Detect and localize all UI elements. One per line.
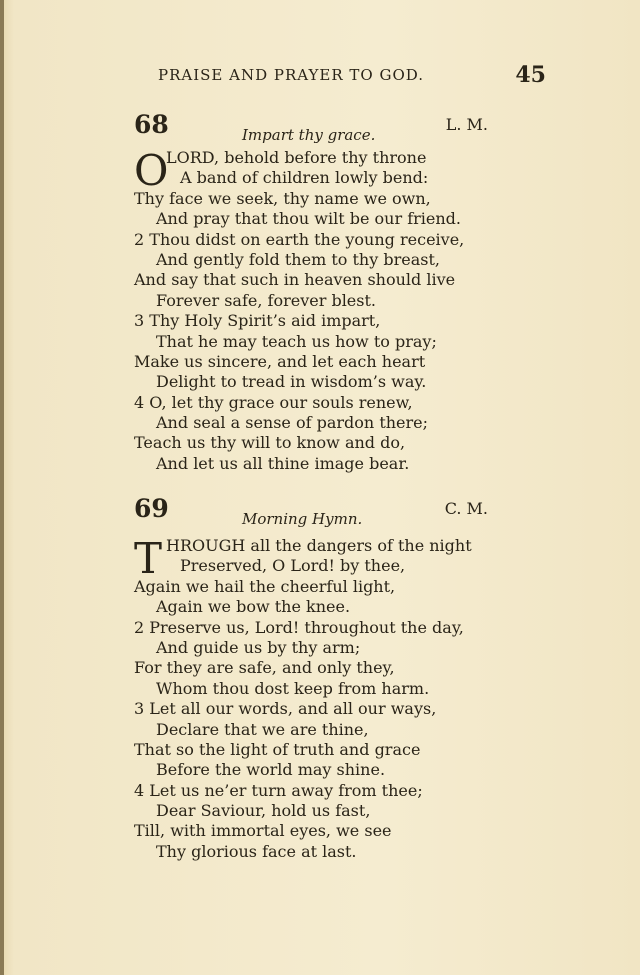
stanza-line: 2 Preserve us, Lord! throughout the day, — [134, 617, 464, 637]
stanza-line: Again we bow the knee. — [156, 597, 351, 617]
stanza-line: Make us sincere, and let each heart — [134, 351, 426, 371]
hymn-number: 69 — [134, 494, 169, 523]
stanza-line: Thy glorious face at last. — [156, 841, 357, 861]
stanza-2 — [134, 618, 494, 700]
stanza-2 — [134, 230, 494, 312]
stanza-line: And pray that thou wilt be our friend. — [156, 209, 461, 229]
stanza-3 — [134, 699, 494, 781]
hymn-heading — [134, 494, 494, 528]
stanza-line: That so the light of truth and grace — [134, 739, 421, 759]
stanza-line: For they are safe, and only they, — [134, 658, 395, 678]
stanza-line: Whom thou dost keep from harm. — [156, 678, 430, 698]
stanza-1 — [134, 148, 494, 230]
stanza-line: 2 Thou didst on earth the young receive, — [134, 229, 465, 249]
stanza-line: That he may teach us how to pray; — [156, 331, 437, 351]
stanza-3 — [134, 311, 494, 393]
page-header — [158, 64, 550, 90]
line-text: HROUGH all the dangers of the night — [166, 536, 472, 555]
stanza-line: Till, with immortal eyes, we see — [134, 821, 392, 841]
stanza-line: And let us all thine image bear. — [156, 453, 410, 473]
stanza-line: And seal a sense of pardon there; — [156, 413, 429, 433]
stanza-line: Again we hail the cheerful light, — [134, 576, 396, 596]
hymn-meter: C. M. — [444, 499, 488, 518]
drop-cap: T — [134, 534, 163, 583]
stanza-line — [134, 168, 494, 188]
stanza-line — [134, 556, 494, 576]
stanza-line: Before the world may shine. — [156, 760, 386, 780]
stanza-line: 3 Let all our words, and all our ways, — [134, 699, 437, 719]
stanza-line: And gently fold them to thy breast, — [156, 249, 440, 269]
stanza-line: Forever safe, forever blest. — [156, 290, 376, 310]
stanza-1 — [134, 536, 494, 618]
page-spine-edge — [0, 0, 4, 975]
stanza-line: Delight to tread in wisdom’s way. — [156, 372, 427, 392]
hymn-number: 68 — [134, 110, 169, 139]
hymn-68 — [134, 110, 494, 474]
stanza-line: Dear Saviour, hold us fast, — [156, 801, 371, 821]
drop-cap: O — [134, 146, 169, 195]
stanza-4 — [134, 781, 494, 863]
hymn-title: Impart thy grace. — [242, 126, 376, 144]
line-text: A band of children lowly bend: — [180, 168, 429, 188]
stanza-line: And say that such in heaven should live — [134, 270, 456, 290]
stanza-line: Thy face we seek, thy name we own, — [134, 188, 431, 208]
hymn-title: Morning Hymn. — [242, 510, 363, 528]
stanza-line: Declare that we are thine, — [156, 719, 369, 739]
stanza-line: 4 O, let thy grace our souls renew, — [134, 392, 413, 412]
hymn-heading — [134, 110, 494, 144]
hymn-meter: L. M. — [445, 115, 488, 134]
page-number: 45 — [515, 62, 546, 88]
stanza-line: And guide us by thy arm; — [156, 637, 361, 657]
line-text: LORD, behold before thy throne — [166, 148, 427, 167]
running-title: PRAISE AND PRAYER TO GOD. — [158, 66, 425, 84]
stanza-line: 3 Thy Holy Spirit’s aid impart, — [134, 311, 381, 331]
stanza-line: Teach us thy will to know and do, — [134, 433, 406, 453]
line-text: Preserved, O Lord! by thee, — [180, 556, 406, 576]
stanza-line: 4 Let us ne’er turn away from thee; — [134, 780, 423, 800]
stanza-4 — [134, 393, 494, 475]
hymn-69 — [134, 494, 494, 862]
